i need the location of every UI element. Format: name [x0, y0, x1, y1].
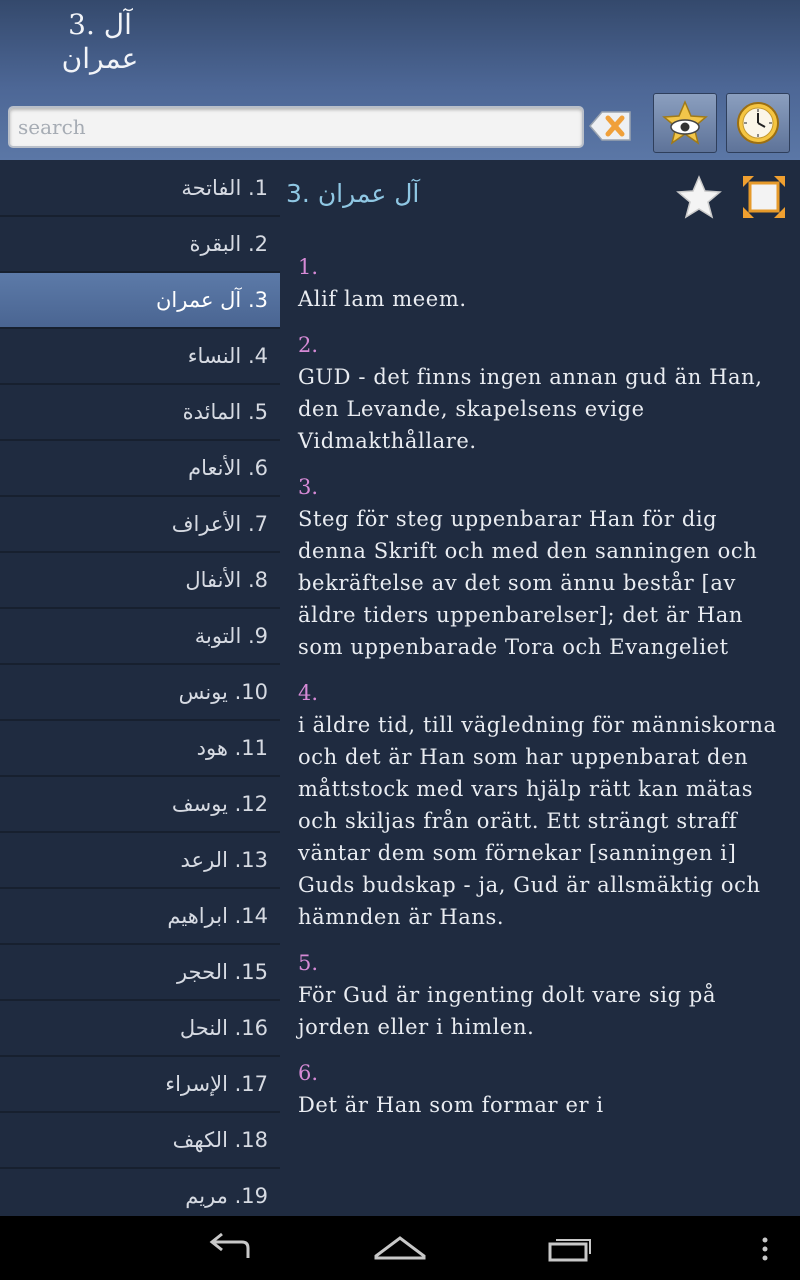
sura-list[interactable]: [0, 161, 280, 1216]
sura-list-item-label: 16. النحل: [179, 1016, 268, 1040]
sura-list-item[interactable]: [0, 1001, 280, 1057]
sura-list-item[interactable]: [0, 553, 280, 609]
sura-list-item-label: 12. يوسف: [171, 792, 268, 816]
sura-list-item-label: 9. التوبة: [194, 624, 268, 648]
reading-pane: [280, 161, 800, 1216]
recent-apps-icon: [530, 1226, 610, 1270]
sura-list-item-label: 15. الحجر: [176, 960, 268, 984]
sura-list-item-label: 3. آل عمران: [155, 288, 268, 312]
sura-list-item-label: 19. مريم: [185, 1184, 268, 1208]
sura-list-item[interactable]: [0, 273, 280, 329]
verse: [298, 677, 788, 933]
sura-list-item-label: 7. الأعراف: [171, 512, 268, 536]
verse-text: GUD - det finns ingen annan gud än Han, den Levande, skapelsens evige Vidmakthållare.: [298, 365, 763, 453]
sura-list-item[interactable]: [0, 441, 280, 497]
system-nav-bar: [0, 1216, 800, 1280]
verse: [298, 471, 788, 663]
sura-title: 3. آل عمران: [286, 179, 420, 208]
recents-button[interactable]: [530, 1226, 610, 1270]
verse-text: För Gud är ingenting dolt vare sig på jorden eller i himlen.: [298, 983, 717, 1039]
verse: [298, 1057, 788, 1121]
title-line-2: عمران: [61, 42, 139, 75]
star-icon: [675, 173, 723, 221]
eye-star-icon: [659, 99, 711, 147]
verse: [298, 947, 788, 1043]
sura-list-item[interactable]: [0, 609, 280, 665]
verse-text: Steg för steg uppenbarar Han för dig denna Skrift och med den sanningen och bekräftelse av det som ännu består [av äldre tiders uppenbarelser]; det är Han som uppenbarade Tora och Evangeliet: [298, 507, 758, 659]
sura-list-item[interactable]: [0, 385, 280, 441]
sura-list-item-label: 13. الرعد: [180, 848, 268, 872]
verse-number: 2.: [298, 333, 319, 357]
sura-list-item-label: 6. الأنعام: [188, 456, 268, 480]
clear-text-icon[interactable]: [588, 104, 634, 148]
sura-list-item-label: 2. البقرة: [189, 232, 268, 256]
home-button[interactable]: [360, 1226, 440, 1270]
back-icon: [190, 1226, 270, 1270]
fullscreen-icon: [740, 173, 788, 221]
sura-list-item-label: 18. الكهف: [172, 1128, 268, 1152]
sura-list-item-label: 5. المائدة: [182, 400, 268, 424]
sura-list-item-label: 14. ابراهيم: [167, 904, 268, 928]
verse: [298, 251, 788, 315]
sura-list-item-label: 10. يونس: [178, 680, 268, 704]
verse-list: [298, 251, 788, 1135]
history-button[interactable]: [726, 93, 790, 153]
sura-list-item[interactable]: [0, 777, 280, 833]
sura-list-item[interactable]: [0, 1113, 280, 1169]
search-input[interactable]: [8, 106, 584, 148]
sura-list-item[interactable]: [0, 161, 280, 217]
sura-list-item-label: 8. الأنفال: [185, 568, 268, 592]
sura-list-item-label: 11. هود: [196, 736, 268, 760]
sura-list-item[interactable]: [0, 497, 280, 553]
verse-text: i äldre tid, till vägledning för människorna och det är Han som har uppenbarat den måttstock med vars hjälp rätt kan mätas och skiljas från orätt. Ett strängt straff väntar dem som förnekar [sanningen i] Guds budskap - ja, Gud är allsmäktig och hämnden är Hans.: [298, 713, 777, 929]
verse: [298, 329, 788, 457]
sura-list-item[interactable]: [0, 217, 280, 273]
sura-list-item-label: 4. النساء: [187, 344, 268, 368]
verse-number: 3.: [298, 475, 319, 499]
sura-list-item[interactable]: [0, 1057, 280, 1113]
sura-list-item-label: 1. الفاتحة: [181, 176, 268, 200]
sura-list-item[interactable]: [0, 665, 280, 721]
sura-list-item[interactable]: [0, 721, 280, 777]
app-header: [0, 0, 800, 160]
verse-number: 6.: [298, 1061, 319, 1085]
verse-text: Alif lam meem.: [298, 287, 467, 311]
app-title: [40, 8, 160, 76]
verse-number: 4.: [298, 681, 319, 705]
sura-list-item[interactable]: [0, 329, 280, 385]
overflow-menu-button[interactable]: [740, 1226, 790, 1270]
back-button[interactable]: [190, 1226, 270, 1270]
verse-text: Det är Han som formar er i: [298, 1093, 604, 1117]
verse-number: 5.: [298, 951, 319, 975]
sura-list-item[interactable]: [0, 1169, 280, 1216]
eye-star-button[interactable]: [653, 93, 717, 153]
fullscreen-button[interactable]: [740, 173, 788, 221]
sura-list-item[interactable]: [0, 889, 280, 945]
sura-list-item[interactable]: [0, 833, 280, 889]
sura-list-item-label: 17. الإسراء: [165, 1072, 268, 1096]
sura-list-item[interactable]: [0, 945, 280, 1001]
home-icon: [360, 1226, 440, 1270]
bookmark-button[interactable]: [675, 173, 723, 221]
overflow-menu-icon: [740, 1226, 790, 1270]
clock-icon: [735, 100, 781, 146]
verse-number: 1.: [298, 255, 319, 279]
title-line-1: 3. آل: [68, 8, 132, 41]
